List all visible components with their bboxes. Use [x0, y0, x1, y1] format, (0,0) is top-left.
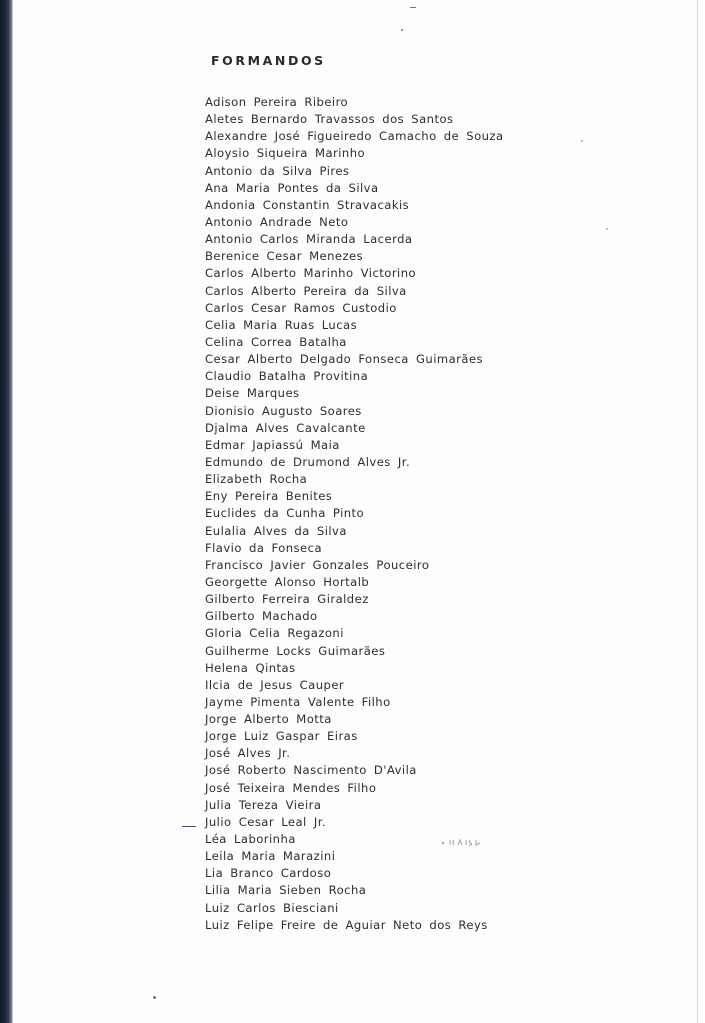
list-item: Helena Qintas: [205, 660, 296, 675]
list-item: Aletes Bernardo Travassos dos Santos: [205, 112, 454, 127]
list-item: Julia Tereza Vieira: [205, 797, 322, 812]
list-item: Julio Cesar Leal Jr.: [205, 814, 327, 829]
list-item: Ilcia de Jesus Cauper: [205, 677, 345, 692]
list-item: José Alves Jr.: [205, 746, 291, 761]
list-item: Eulalia Alves da Silva: [205, 523, 347, 538]
list-item: Adison Pereira Ribeiro: [205, 95, 349, 109]
list-item: Gilberto Machado: [205, 609, 318, 624]
list-item: Edmundo de Drumond Alves Jr.: [205, 454, 411, 469]
paper-speck: [410, 7, 416, 8]
list-item: Dionisio Augusto Soares: [205, 403, 362, 418]
list-item: Carlos Alberto Pereira da Silva: [205, 283, 407, 298]
list-item: Lilia Maria Sieben Rocha: [205, 883, 367, 898]
list-item: Alexandre José Figueiredo Camacho de Souza: [205, 129, 504, 144]
list-item: Léa Laborinha: [205, 832, 296, 847]
list-item: Djalma Alves Cavalcante: [205, 420, 366, 435]
list-item: Luiz Felipe Freire de Aguiar Neto dos Reys: [205, 917, 488, 932]
list-item: Flavio da Fonseca: [205, 540, 323, 555]
list-item: Francisco Javier Gonzales Pouceiro: [205, 557, 430, 572]
list-item: Berenice Cesar Menezes: [205, 249, 364, 264]
list-item: Gilberto Ferreira Giraldez: [205, 592, 369, 607]
list-item: Guilherme Locks Guimarães: [205, 643, 386, 658]
list-item: Carlos Cesar Ramos Custodio: [205, 300, 397, 315]
book-binding-edge: [0, 0, 13, 1023]
list-item: Carlos Alberto Marinho Victorino: [205, 266, 417, 281]
list-item: Deise Marques: [205, 386, 300, 401]
list-item: Antonio Andrade Neto: [205, 214, 349, 229]
paper-speck: [606, 228, 608, 230]
list-item: Elizabeth Rocha: [205, 472, 308, 487]
list-item: Luiz Carlos Biesciani: [205, 900, 339, 915]
paper-speck: [401, 29, 403, 31]
list-item: Antonio da Silva Pires: [205, 163, 350, 178]
graduates-list: [205, 94, 504, 934]
list-item: Aloysio Siqueira Marinho: [205, 146, 366, 161]
list-item: Jayme Pimenta Valente Filho: [205, 694, 391, 709]
handwritten-dash-mark: [182, 826, 196, 827]
list-item: Antonio Carlos Miranda Lacerda: [205, 232, 413, 247]
list-item: Georgette Alonso Hortalb: [205, 574, 370, 589]
list-item: Jorge Alberto Motta: [205, 712, 332, 727]
paper-speck: [153, 996, 156, 999]
list-item: Leila Maria Marazini: [205, 849, 336, 864]
list-item: Edmar Japiassú Maia: [205, 437, 340, 452]
list-item: Celia Maria Ruas Lucas: [205, 317, 358, 332]
list-item: Gloria Celia Regazoni: [205, 626, 344, 641]
list-item: Cesar Alberto Delgado Fonseca Guimarães: [205, 352, 484, 367]
list-item: José Teixeira Mendes Filho: [205, 780, 377, 795]
list-item: Lia Branco Cardoso: [205, 866, 332, 881]
list-item: Eny Pereira Benites: [205, 489, 333, 504]
paper-speck: [581, 140, 583, 142]
list-item: Claudio Batalha Provitina: [205, 369, 369, 384]
list-item: Celina Correa Batalha: [205, 334, 347, 349]
list-item: Euclides da Cunha Pinto: [205, 506, 365, 521]
page-title: FORMANDOS: [211, 53, 326, 68]
faded-stamp-mark: [440, 837, 486, 847]
list-item: Ana Maria Pontes da Silva: [205, 180, 379, 195]
list-item: Jorge Luiz Gaspar Eiras: [205, 729, 358, 744]
list-item: Andonia Constantin Stravacakis: [205, 197, 410, 212]
list-item: José Roberto Nascimento D'Avila: [205, 763, 417, 778]
